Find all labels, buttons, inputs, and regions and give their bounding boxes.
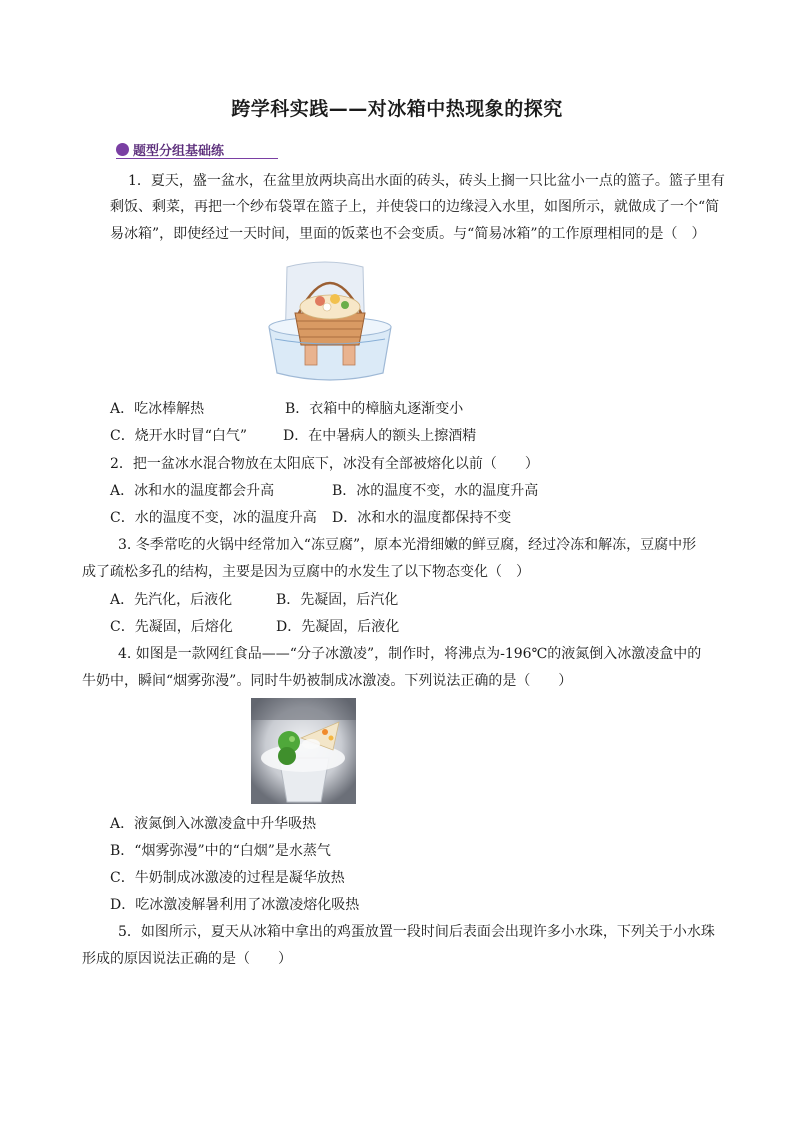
q4-option-c: C．牛奶制成冰激凌的过程是凝华放热: [110, 870, 345, 886]
q3-stem-line-1: 3. 冬季常吃的火锅中经常加入“冻豆腐”，原本光滑细嫩的鲜豆腐，经过冷冻和解冻，豆腐中形: [118, 537, 697, 553]
q1-stem-line-1: 1．夏天，盛一盆水，在盆里放两块高出水面的砖头，砖头上搁一只比盆小一点的篮子。篮子里有: [128, 173, 725, 189]
simple-fridge-figure: [265, 255, 395, 390]
section-heading-label: 题型分组基础练: [133, 143, 225, 159]
q4-option-b: B．“烟雾弥漫”中的“白烟”是水蒸气: [110, 843, 331, 859]
ice-cream-image: [251, 698, 356, 804]
q2-stem: 2．把一盆冰水混合物放在太阳底下，冰没有全部被熔化以前（ ）: [110, 456, 539, 472]
bullet-dot-icon: [116, 143, 129, 156]
section-heading-underline: [116, 158, 278, 159]
q4-stem-line-2: 牛奶中，瞬间“烟雾弥漫”。同时牛奶被制成冰激凌。下列说法正确的是（ ）: [82, 673, 573, 689]
q1-option-c: C．烧开水时冒“白气”: [110, 428, 248, 444]
q3-option-c: C．先凝固，后熔化: [110, 619, 233, 635]
q3-option-a: A．先汽化，后液化: [110, 592, 233, 608]
q4-option-a: A．液氮倒入冰激凌盒中升华吸热: [110, 816, 317, 832]
q5-stem-line-1: 5．如图所示，夏天从冰箱中拿出的鸡蛋放置一段时间后表面会出现许多小水珠，下列关于小水珠: [118, 924, 715, 940]
page-title: 跨学科实践——对冰箱中热现象的探究: [231, 98, 563, 120]
q3-option-d: D．先凝固，后液化: [276, 619, 400, 635]
q5-stem-line-2: 形成的原因说法正确的是（ ）: [82, 951, 292, 967]
q1-stem-line-3: 易冰箱”，即使经过一天时间，里面的饭菜也不会变质。与“简易冰箱”的工作原理相同的是（ ）: [110, 226, 706, 242]
q4-stem-line-1: 4. 如图是一款网红食品——“分子冰激凌”，制作时，将沸点为-196℃的液氮倒入冰激凌盒中的: [118, 646, 702, 662]
q1-option-d: D．在中暑病人的额头上擦酒精: [283, 428, 477, 444]
q2-option-b: B．冰的温度不变，水的温度升高: [332, 483, 539, 499]
q1-option-a: A．吃冰棒解热: [110, 401, 205, 417]
q3-stem-line-2: 成了疏松多孔的结构，主要是因为豆腐中的水发生了以下物态变化（ ）: [82, 564, 530, 580]
molecular-ice-cream-photo: [251, 698, 356, 804]
q2-option-d: D．冰和水的温度都保持不变: [332, 510, 512, 526]
q1-option-b: B．衣箱中的樟脑丸逐渐变小: [285, 401, 464, 417]
q3-option-b: B．先凝固，后汽化: [276, 592, 399, 608]
basket-in-water-illustration: [265, 255, 395, 390]
q1-stem-line-2: 剩饭、剩菜，再把一个纱布袋罩在篮子上，并使袋口的边缘浸入水里，如图所示，就做成了一个“简: [110, 199, 720, 215]
q2-option-a: A．冰和水的温度都会升高: [110, 483, 275, 499]
section-heading: [116, 139, 224, 159]
q4-option-d: D．吃冰激凌解暑利用了冰激凌熔化吸热: [110, 897, 360, 913]
q2-option-c: C．水的温度不变，冰的温度升高: [110, 510, 317, 526]
